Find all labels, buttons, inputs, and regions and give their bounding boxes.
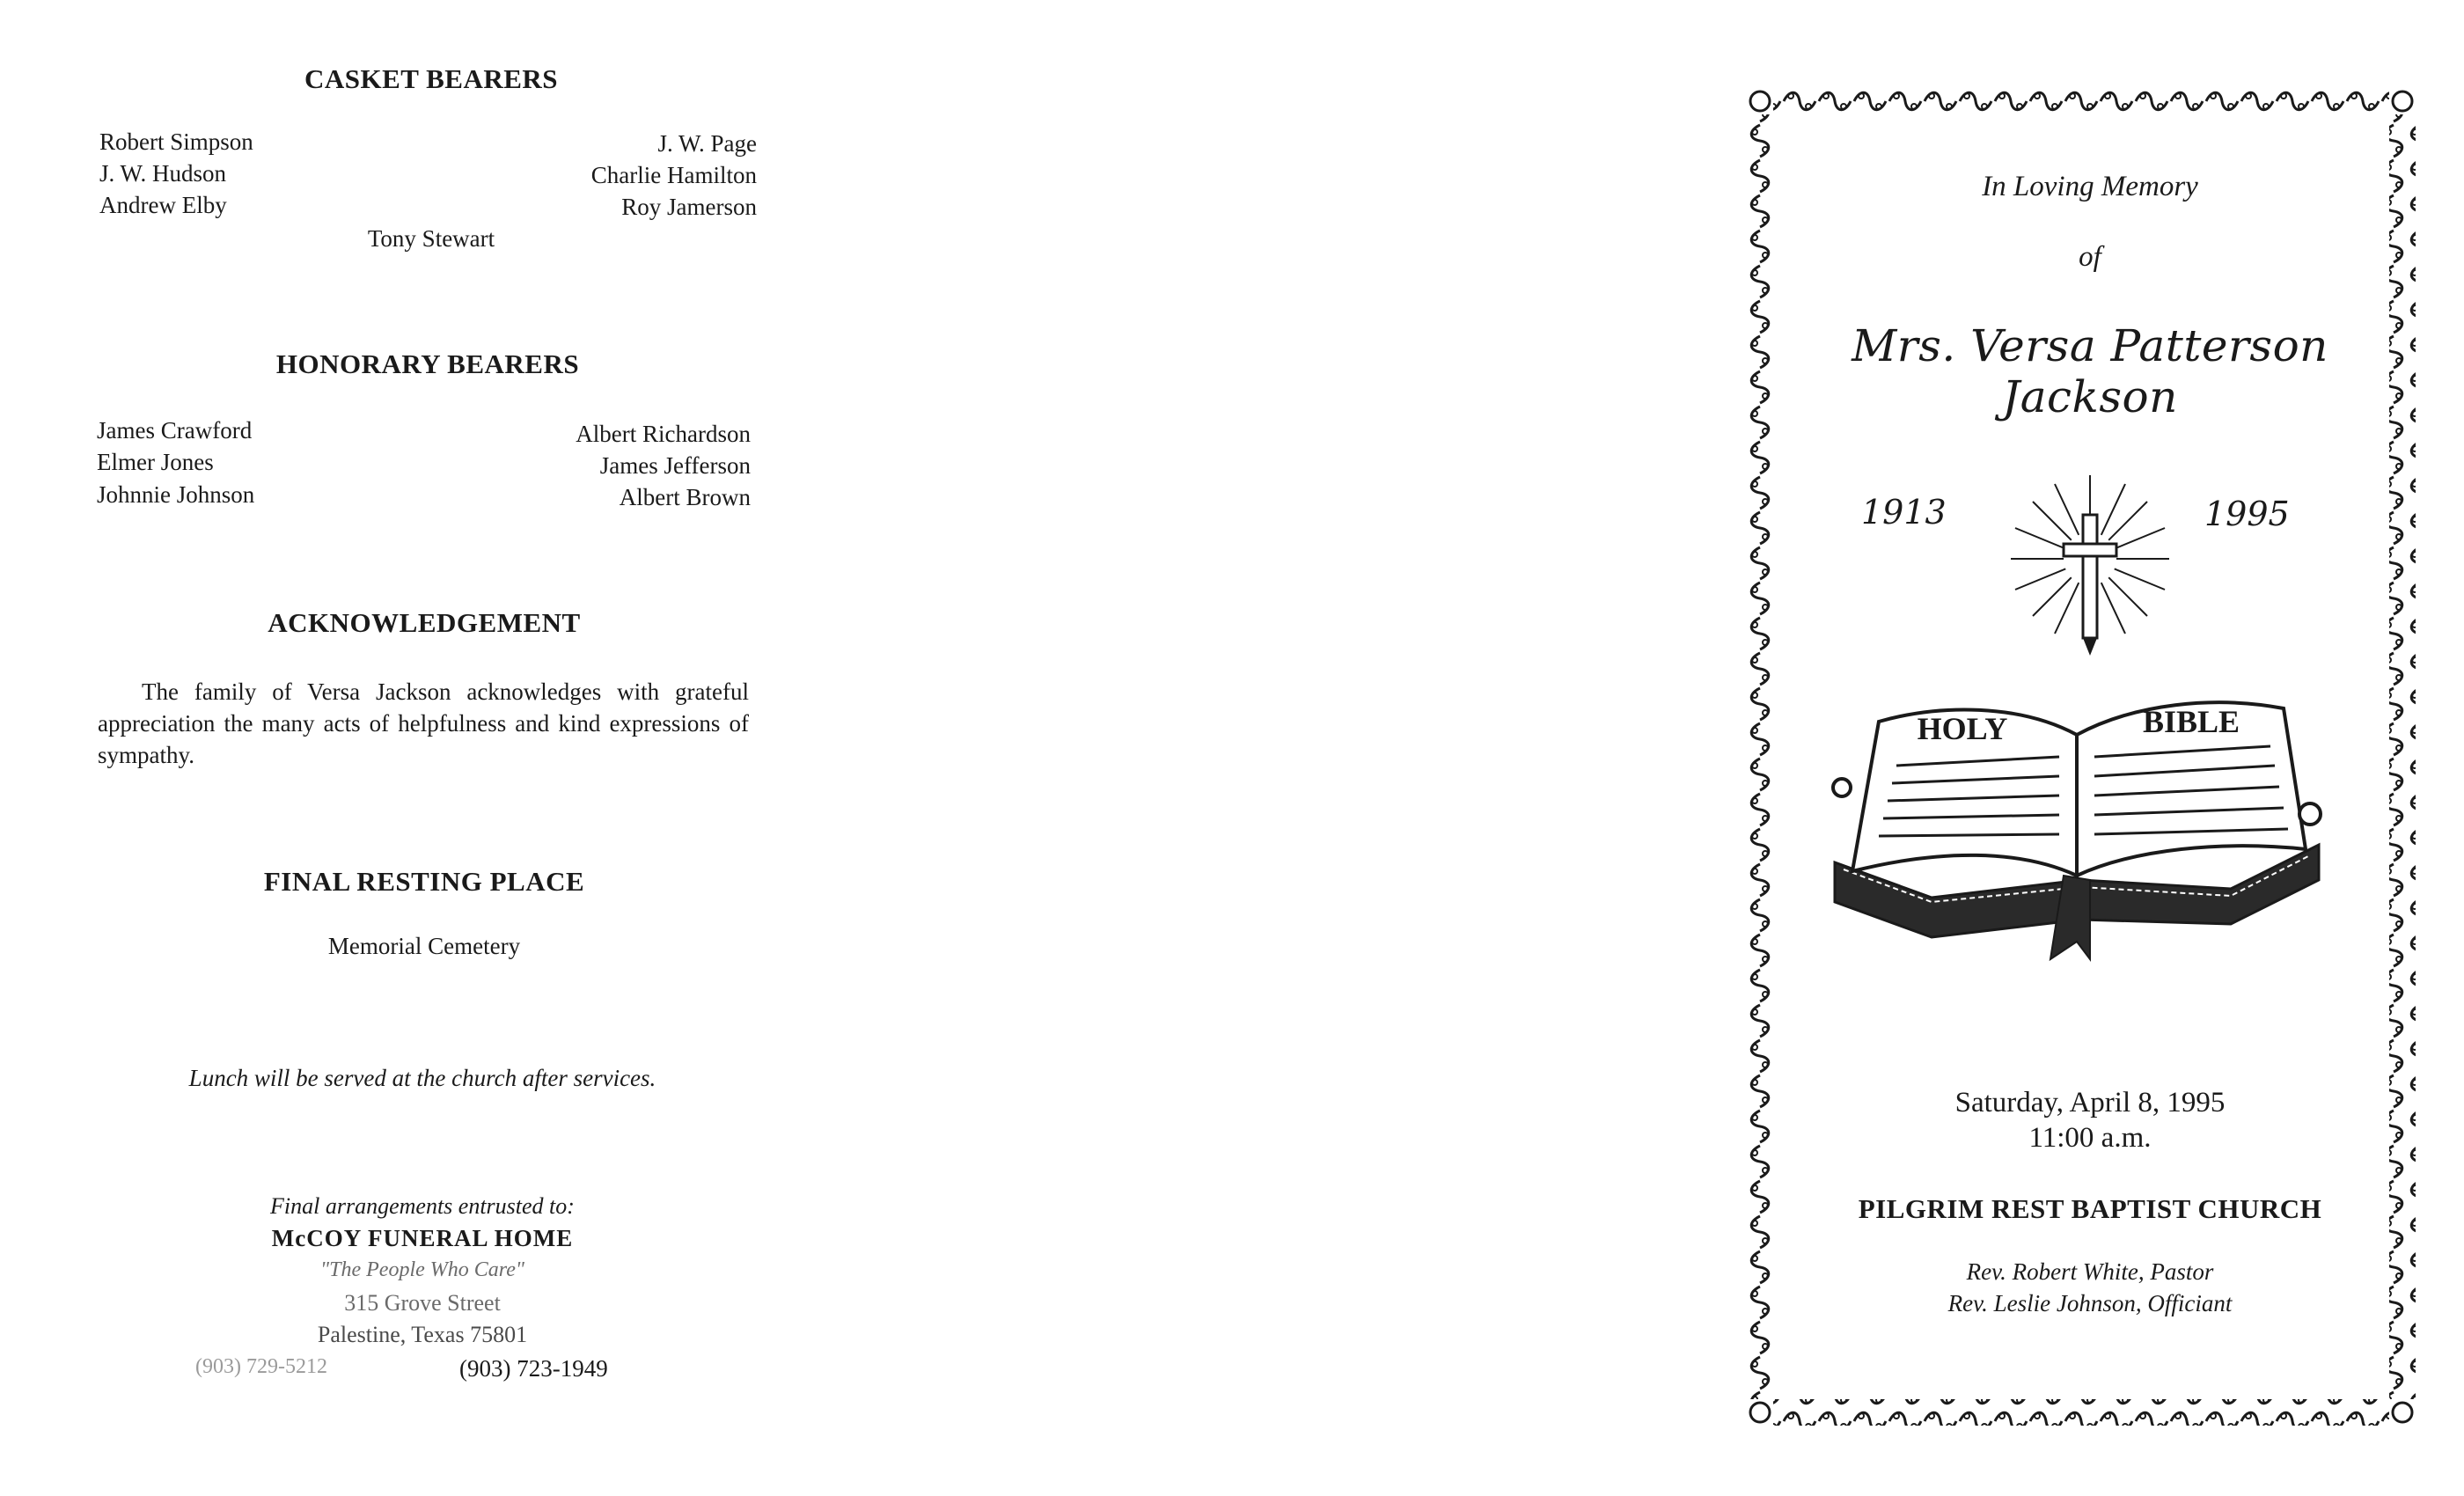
arrangements-intro: Final arrangements entrusted to:: [270, 1193, 575, 1219]
lunch-note: Lunch will be served at the church after services.: [188, 1065, 656, 1091]
birth-year: 1913: [1861, 493, 1947, 532]
honorary-bearer-left-1: James Crawford: [97, 417, 253, 444]
service-date: Saturday, April 8, 1995: [1954, 1087, 2226, 1118]
honorary-bearer-left-2: Elmer Jones: [97, 449, 214, 475]
bible-left-label: HOLY: [1917, 711, 2008, 746]
honorary-bearer-right-2: James Jefferson: [599, 452, 751, 479]
casket-bearer-right-1: J. W. Page: [657, 130, 757, 157]
casket-bearer-left-3: Andrew Elby: [99, 192, 227, 218]
cemetery-name: Memorial Cemetery: [327, 933, 521, 959]
deceased-name: Mrs. Versa Patterson Jackson: [1852, 320, 2328, 422]
casket-bearer-left-1: Robert Simpson: [99, 128, 253, 155]
funeral-home-name: McCOY FUNERAL HOME: [271, 1225, 574, 1251]
funeral-home-street: 315 Grove Street: [344, 1290, 501, 1316]
funeral-home-phone-2: (903) 723-1949: [459, 1355, 608, 1382]
acknowledgement-heading: ACKNOWLEDGEMENT: [268, 607, 581, 638]
holy-bible-icon: [1826, 669, 2328, 986]
officiant-line: Rev. Leslie Johnson, Officiant: [1947, 1290, 2233, 1316]
funeral-home-phone-1: (903) 729-5212: [195, 1355, 327, 1378]
funeral-home-motto: "The People Who Care": [320, 1258, 524, 1281]
honorary-bearer-right-3: Albert Brown: [619, 484, 751, 510]
casket-bearers-heading: CASKET BEARERS: [304, 63, 559, 94]
casket-bearer-right-3: Roy Jamerson: [621, 194, 757, 220]
honorary-bearer-right-1: Albert Richardson: [576, 421, 751, 447]
church-name: PILGRIM REST BAPTIST CHURCH: [1858, 1193, 2322, 1224]
casket-bearer-left-2: J. W. Hudson: [99, 160, 227, 187]
casket-bearer-right-2: Charlie Hamilton: [590, 162, 757, 188]
in-loving-memory: In Loving Memory: [1982, 171, 2198, 202]
honorary-bearer-left-3: Johnnie Johnson: [97, 481, 255, 508]
honorary-bearers-heading: HONORARY BEARERS: [275, 348, 580, 379]
casket-bearer-center: Tony Stewart: [367, 225, 495, 252]
service-time: 11:00 a.m.: [2028, 1122, 2152, 1154]
of-label: of: [2079, 241, 2101, 273]
acknowledgement-text: The family of Versa Jackson acknowledges with grateful appreciation the many acts of helpfulness and kind expressions of sympathy.: [98, 678, 749, 768]
bible-right-label: BIBLE: [2142, 704, 2240, 739]
final-resting-place-heading: FINAL RESTING PLACE: [263, 866, 585, 897]
cross-icon: [2002, 466, 2178, 678]
funeral-home-city: Palestine, Texas 75801: [317, 1322, 528, 1347]
pastor-line: Rev. Robert White, Pastor: [1966, 1258, 2214, 1285]
death-year: 1995: [2204, 495, 2290, 533]
